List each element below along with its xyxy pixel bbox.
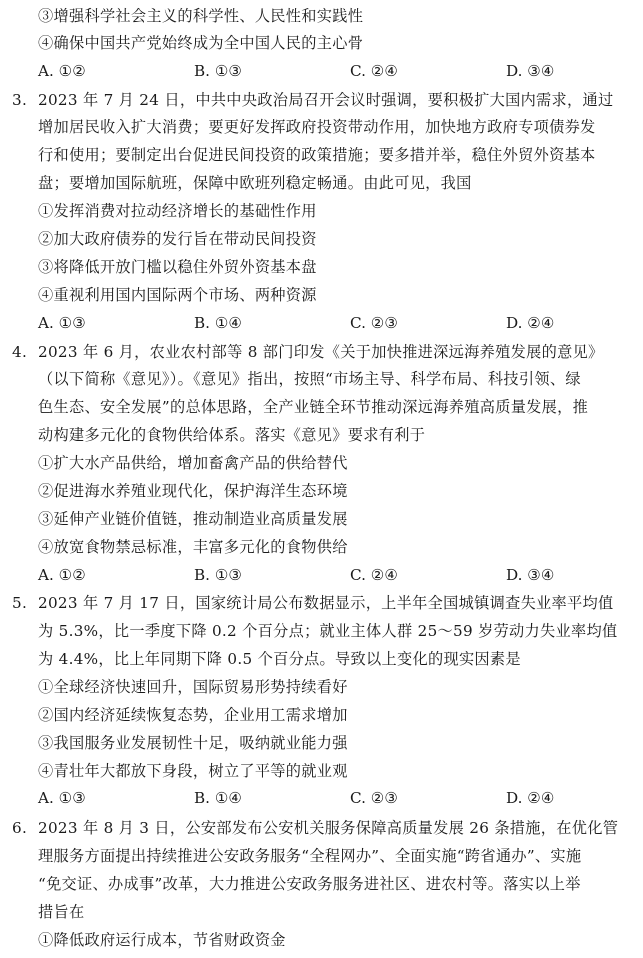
question-number: 3.: [12, 91, 28, 109]
option-line: ①全球经济快速回升，国际贸易形势持续看好: [38, 678, 348, 696]
option-line: ③将降低开放门槛以稳住外贸外资基本盘: [38, 258, 317, 276]
question-stem-line: 理服务方面提出持续推进公安政务服务“全程网办”、全面实施“跨省通办”、实施: [38, 847, 582, 865]
choice-a: A. ①③: [38, 789, 86, 807]
choice-d: D. ③④: [506, 566, 555, 584]
option-line: ①降低政府运行成本，节省财政资金: [38, 931, 286, 949]
option-line: ①扩大水产品供给，增加畜禽产品的供给替代: [38, 454, 348, 472]
question-stem-line: 2023 年 7 月 17 日，国家统计局公布数据显示，上半年全国城镇调查失业率平均值: [38, 594, 614, 612]
choice-a: A. ①③: [38, 314, 86, 332]
question-number: 5.: [12, 594, 28, 612]
option-line: ②加大政府债券的发行旨在带动民间投资: [38, 230, 317, 248]
question-number: 4.: [12, 343, 28, 361]
question-stem-line: 措旨在: [38, 903, 85, 921]
question-stem-line: 为 5.3%，比一季度下降 0.2 个百分点；就业主体人群 25～59 岁劳动力失业率均值: [38, 622, 618, 640]
choice-a: A. ①②: [38, 62, 86, 80]
question-stem-line: （以下简称《意见》）。《意见》指出，按照“市场主导、科学布局、科技引领、绿: [38, 370, 581, 388]
question-stem-line: “免交证、办成事”改革，大力推进公安政务服务进社区、进农村等。落实以上举: [38, 875, 581, 893]
option-line: ①发挥消费对拉动经济增长的基础性作用: [38, 202, 317, 220]
choice-d: D. ③④: [506, 62, 555, 80]
choice-c: C. ②④: [350, 566, 398, 584]
question-stem-line: 盘；要增加国际航班，保障中欧班列稳定畅通。由此可见，我国: [38, 174, 472, 192]
question-stem-line: 动构建多元化的食物供给体系。落实《意见》要求有利于: [38, 426, 426, 444]
choice-b: B. ①④: [194, 314, 243, 332]
option-line: ③我国服务业发展韧性十足，吸纳就业能力强: [38, 734, 348, 752]
option-line: ③增强科学社会主义的科学性、人民性和实践性: [38, 7, 364, 25]
question-stem-line: 增加居民收入扩大消费；要更好发挥政府投资带动作用，加快地方政府专项债券发: [38, 118, 596, 136]
question-stem-line: 2023 年 8 月 3 日，公安部发布公安机关服务保障高质量发展 26 条措施，在优化管: [38, 819, 619, 837]
question-stem-line: 行和使用；要制定出台促进民间投资的政策措施；要多措并举，稳住外贸外资基本: [38, 146, 596, 164]
question-stem-line: 色生态、安全发展”的总体思路，全产业链全环节推动深远海养殖高质量发展，推: [38, 398, 589, 416]
question-stem-line: 2023 年 7 月 24 日，中共中央政治局召开会议时强调，要积极扩大国内需求，通过: [38, 91, 614, 109]
choice-d: D. ②④: [506, 789, 555, 807]
choice-c: C. ②④: [350, 62, 398, 80]
choice-c: C. ②③: [350, 789, 398, 807]
choice-b: B. ①③: [194, 62, 243, 80]
answer-choices: [38, 312, 598, 334]
question-stem-line: 2023 年 6 月，农业农村部等 8 部门印发《关于加快推进深远海养殖发展的意见》: [38, 343, 604, 361]
answer-choices: [38, 787, 598, 809]
option-line: ③延伸产业链价值链，推动制造业高质量发展: [38, 510, 348, 528]
option-line: ④确保中国共产党始终成为全中国人民的主心骨: [38, 34, 364, 52]
question-stem-line: 为 4.4%，比上年同期下降 0.5 个百分点。导致以上变化的现实因素是: [38, 650, 521, 668]
choice-c: C. ②③: [350, 314, 398, 332]
choice-a: A. ①②: [38, 566, 86, 584]
option-line: ④重视利用国内国际两个市场、两种资源: [38, 286, 317, 304]
choice-b: B. ①③: [194, 566, 243, 584]
choice-d: D. ②④: [506, 314, 555, 332]
question-number: 6.: [12, 819, 28, 837]
answer-choices: [38, 60, 598, 82]
option-line: ④青壮年大都放下身段，树立了平等的就业观: [38, 762, 348, 780]
answer-choices: [38, 564, 598, 586]
option-line: ②国内经济延续恢复态势，企业用工需求增加: [38, 706, 348, 724]
option-line: ②促进海水养殖业现代化，保护海洋生态环境: [38, 482, 348, 500]
option-line: ④放宽食物禁忌标准，丰富多元化的食物供给: [38, 538, 348, 556]
choice-b: B. ①④: [194, 789, 243, 807]
